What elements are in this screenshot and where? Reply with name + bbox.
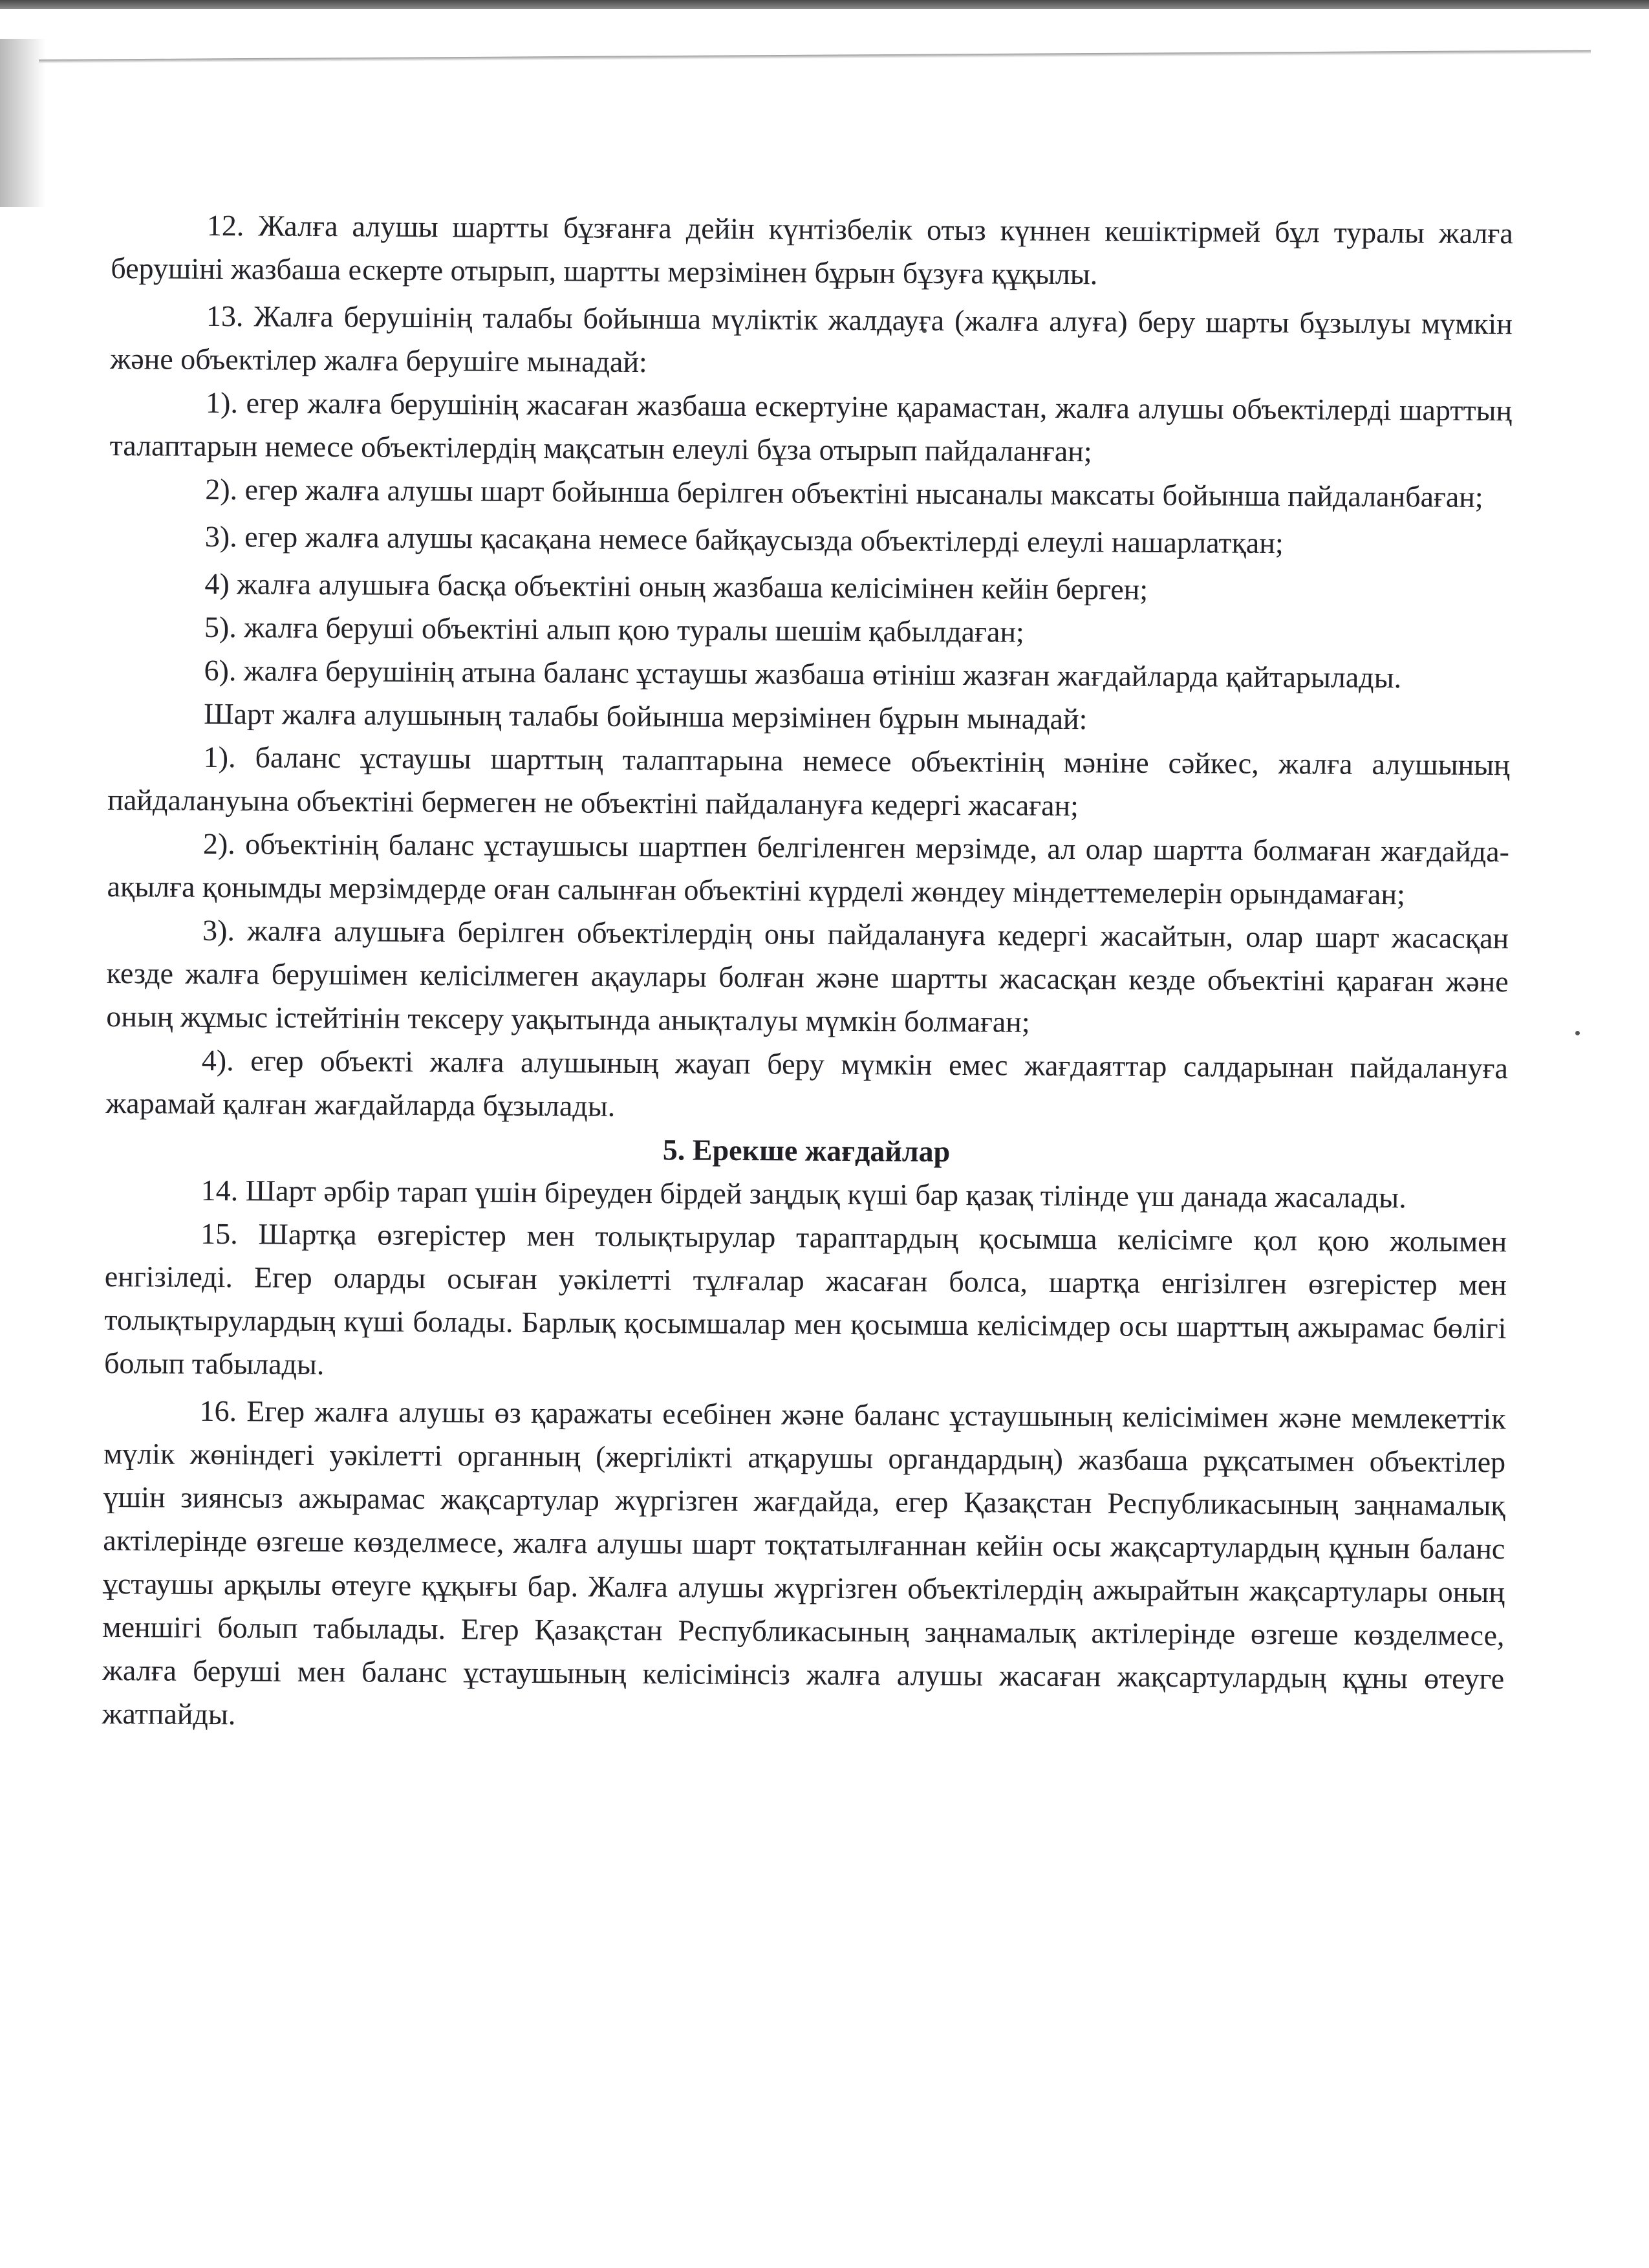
scan-shadow	[39, 50, 1591, 63]
list-item: 1). баланс ұстаушы шарттың талаптарына немесе объектінің мәніне сәйкес, жалға алушының пайдалануына объектіні бермеген не объектіні пайдалануға кедергі жасаған;	[107, 740, 1510, 823]
paragraph-12: 12. Жалға алушы шартты бұзғанға дейін күнтізбелік отыз күннен кешіктірмей бұл туралы жалға берушіні жазбаша ескерте отырып, шартты мерзімінен бұрын бұзуға құқылы.	[111, 208, 1513, 291]
scan-speck	[1575, 1031, 1580, 1035]
list-item: 1). егер жалға берушінің жасаған жазбаша ескертуіне қарамастан, жалға алушы объектілерді шарттың талаптарын немесе объектілердің мақсатын елеулі бұза отырып пайдаланған;	[109, 385, 1513, 468]
paragraph-13: 13. Жалға берушінің талабы бойынша мүліктік жалдауға (жалға алуға) беру шарты бұзылуы мүмкін және объектілер жалға берушіге мынадай:	[110, 299, 1513, 379]
paragraph-16: 16. Егер жалға алушы өз қаражаты есебінен және баланс ұстаушының келісімімен және мемлекеттік мүлік жөніндегі уәкілетті органның (жергілікті атқарушы органдардың) жазбаша рұқсатымен объектілер үшін зиянсыз ажырамас жақсартулар жүргізген жағдайда, егер Қазақстан Республикасының заңнамалық актілерінде өзгеше көзделмесе, жалға алушы шарт тоқтатылғаннан кейін осы жақсартулардың құнын баланс ұстаушы арқылы өтеуге құқығы бар. Жалға алушы жүргізген объектілердің ажырайтын жақсартулары оның меншігі болып табылады. Егер Қазақстан Республикасының заңнамалық актілерінде өзгеше көзделмесе, жалға беруші мен баланс ұстаушының келісімінсіз жалға алушы жасаған жақсартулардың құны өтеуге жатпайды.	[102, 1394, 1506, 1731]
list-item: 3). жалға алушыға берілген объектілердің оны пайдалануға кедергі жасайтын, олар шарт жасасқан кезде жалға берушімен келісілмеген ақаулары болған және шартты жасасқан кезде объектіні қараған және оның жұмыс істейтінін тексеру уақытында анықталуы мүмкін болмаған;	[106, 913, 1509, 1039]
list-item: 4) жалға алушыға басқа объектіні оның жазбаша келісімінен кейін берген;	[204, 567, 1148, 606]
list-item: 4). егер объекті жалға алушының жауап беру мүмкін емес жағдаяттар салдарынан пайдалануға жарамай қалған жағдайларда бұзылады.	[105, 1043, 1509, 1123]
paragraph-15: 15. Шартқа өзгерістер мен толықтырулар тараптардың қосымша келісімге қол қою жолымен енгізіледі. Егер оларды осыған уәкілетті тұлғалар жасаған болса, шартқа енгізілген өзгерістер мен толықтырулардың күші болады. Барлық қосымшалар мен қосымша келісімдер осы шарттың ажырамас бөлігі болып табылады.	[103, 1216, 1507, 1381]
list-item: 2). объектінің баланс ұстаушысы шартпен белгіленген мерзімде, ал олар шартта болмаған жағдайда-ақылға қонымды мерзімдерде оған салынған объектіні күрделі жөндеу міндеттемелерін орындамаған;	[107, 826, 1510, 911]
section-title: 5. Ерекше жағдайлар	[662, 1133, 951, 1168]
paragraph-14: 14. Шарт әрбір тарап үшін біреуден бірдей заңдық күші бар қазақ тілінде үш данада жасалады.	[200, 1173, 1406, 1215]
scan-edge	[0, 0, 1649, 9]
list-item: 5). жалға беруші объектіні алып қою туралы шешім қабылдаған;	[204, 610, 1024, 649]
list-item: 2). егер жалға алушы шарт бойынша берілген объектіні нысаналы максаты бойынша пайдаланбаған;	[205, 472, 1483, 513]
document-page	[102, 203, 1513, 1744]
paragraph-tenant-terms: Шарт жалға алушының талабы бойынша мерзімінен бұрын мынадай:	[204, 697, 1088, 736]
list-item: 3). егер жалға алушы қасақана немесе байқаусызда объектілерді елеулі нашарлатқан;	[204, 519, 1284, 560]
list-item: 6). жалға берушінің атына баланс ұстаушы жазбаша өтініш жазған жағдайларда қайтарылады.	[204, 653, 1402, 695]
scan-shadow-left	[0, 39, 45, 207]
